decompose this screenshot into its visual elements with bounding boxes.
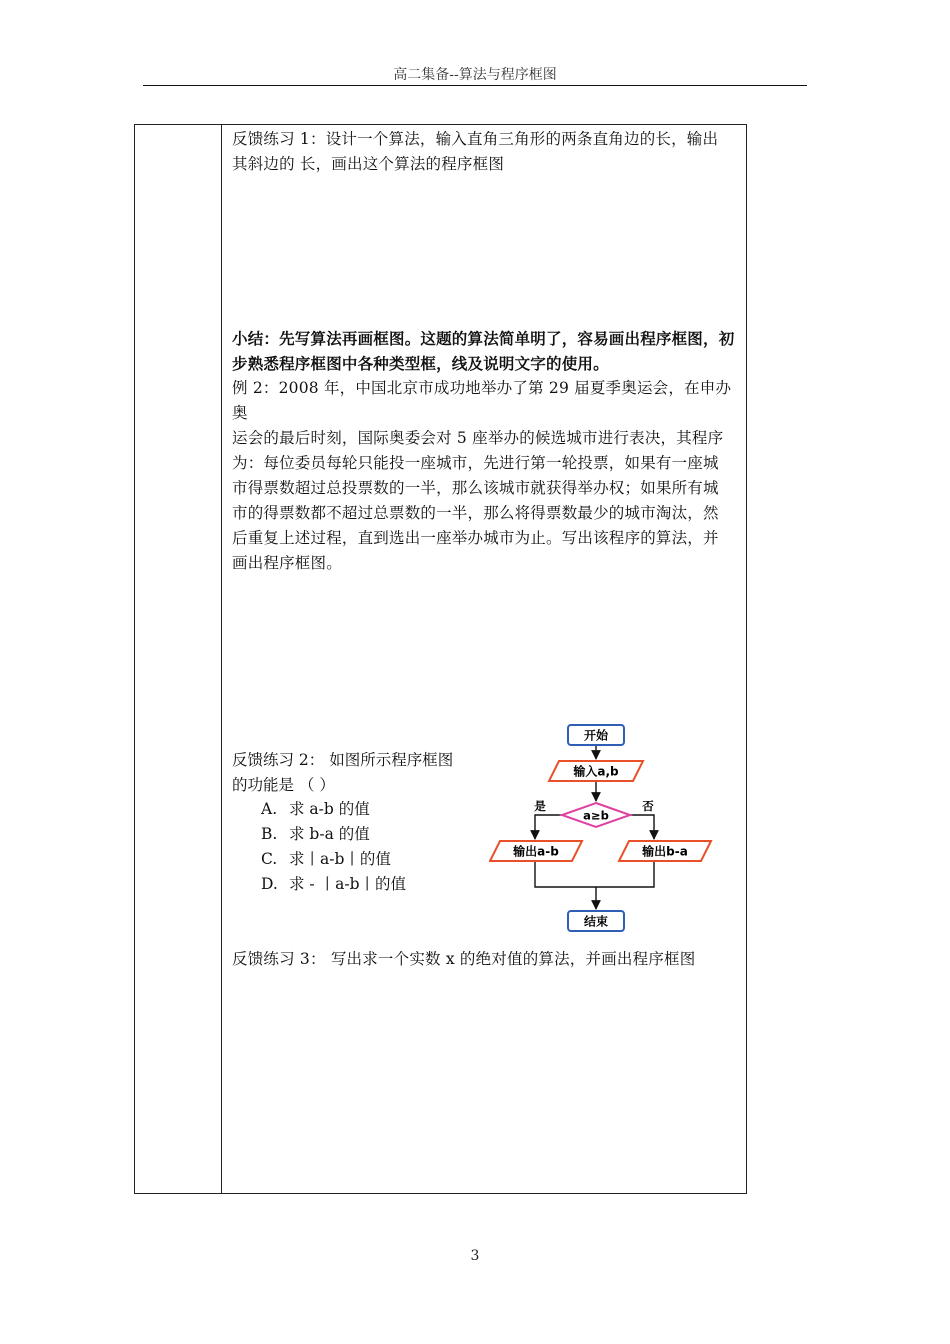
decision-label: a≥b bbox=[583, 808, 609, 823]
summary-line: 小结：先写算法再画框图。这题的算法简单明了，容易画出程序框图，初 bbox=[232, 329, 735, 348]
practice1-line: 其斜边的 长，画出这个算法的程序框图 bbox=[232, 155, 505, 173]
practice2-line: 的功能是 （ ） bbox=[232, 776, 335, 794]
page-header-title: 高二集备--算法与程序框图 bbox=[393, 67, 557, 83]
page-number: 3 bbox=[470, 1248, 480, 1264]
example2-paragraph bbox=[232, 376, 744, 576]
practice1-question bbox=[232, 127, 744, 177]
connector-yes-branch bbox=[535, 815, 562, 839]
flowchart-diagram bbox=[489, 717, 719, 943]
connector-merge bbox=[535, 861, 654, 887]
table-left-column bbox=[135, 125, 222, 1193]
start-label: 开始 bbox=[583, 728, 609, 743]
connector-no-branch bbox=[630, 815, 654, 839]
option-d: D. 求 - 丨a-b丨的值 bbox=[261, 875, 406, 893]
option-b: B. 求 b-a 的值 bbox=[261, 825, 370, 843]
header-divider bbox=[143, 85, 807, 86]
yes-label: 是 bbox=[534, 799, 546, 813]
example2-line: 例 2：2008 年，中国北京市成功地举办了第 29 届夏季奥运会，在申办奥 bbox=[232, 379, 732, 422]
option-c: C. 求丨a-b丨的值 bbox=[261, 850, 391, 868]
output-left-label: 输出a-b bbox=[513, 844, 559, 859]
example2-line: 画出程序框图。 bbox=[232, 554, 342, 572]
input-label: 输入a,b bbox=[573, 764, 619, 779]
example2-line: 后重复上述过程，直到选出一座举办城市为止。写出该程序的算法，并 bbox=[232, 529, 719, 547]
lesson-table bbox=[134, 124, 747, 1194]
option-a: A. 求 a-b 的值 bbox=[261, 800, 370, 818]
example2-line: 运会的最后时刻，国际奥委会对 5 座举办的候选城市进行表决，其程序 bbox=[232, 429, 724, 447]
example2-line: 市的得票数都不超过总票数的一半，那么将得票数最少的城市淘汰，然 bbox=[232, 504, 719, 522]
practice2-options bbox=[261, 797, 491, 897]
example2-line: 市得票数超过总投票数的一半，那么该城市就获得举办权；如果所有城 bbox=[232, 479, 719, 497]
practice2-line: 反馈练习 2： 如图所示程序框图 bbox=[232, 751, 454, 769]
output-right-label: 输出b-a bbox=[642, 844, 688, 859]
table-right-column bbox=[223, 125, 746, 1193]
example2-line: 为：每位委员每轮只能投一座城市，先进行第一轮投票，如果有一座城 bbox=[232, 454, 719, 472]
practice2-question bbox=[232, 748, 492, 798]
summary-paragraph bbox=[232, 326, 744, 376]
no-label: 否 bbox=[642, 799, 654, 813]
practice3-question bbox=[232, 947, 744, 972]
practice3-line: 反馈练习 3： 写出求一个实数 x 的绝对值的算法，并画出程序框图 bbox=[232, 950, 696, 968]
practice1-line: 反馈练习 1：设计一个算法，输入直角三角形的两条直角边的长，输出 bbox=[232, 130, 719, 148]
summary-line: 步熟悉程序框图中各种类型框，线及说明文字的使用。 bbox=[232, 354, 609, 373]
end-label: 结束 bbox=[583, 914, 609, 929]
